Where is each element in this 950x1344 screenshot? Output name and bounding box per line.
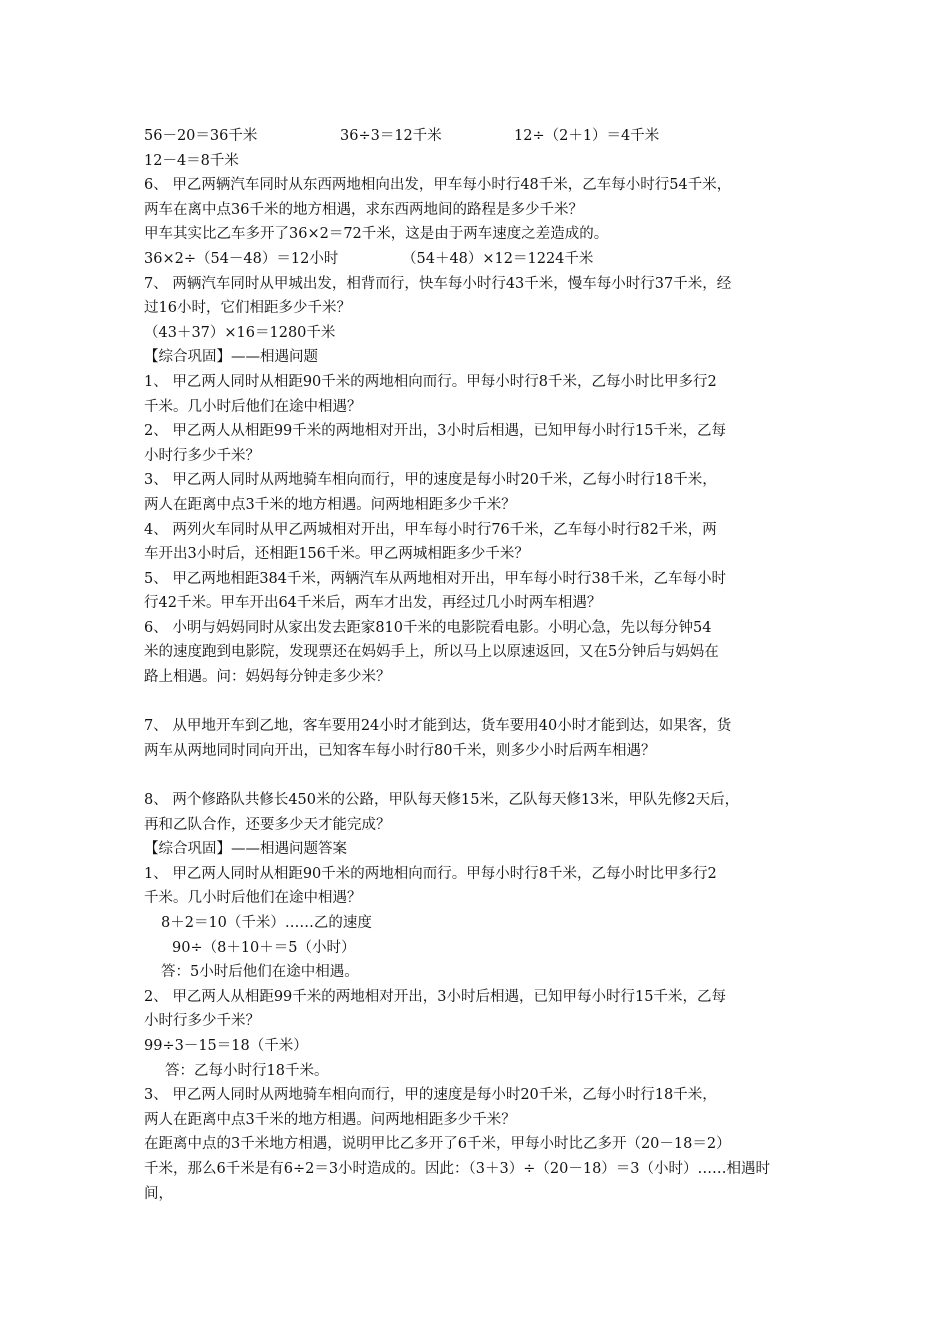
answer-1-question-line-1: 1、 甲乙两人同时从相距90千米的两地相向而行。甲每小时行8千米，乙每小时比甲多行2 xyxy=(144,865,717,882)
blank-line xyxy=(144,690,824,715)
problem-2-line-1: 2、 甲乙两人从相距99千米的两地相对开出，3小时后相遇，已知甲每小时行15千米，乙每 xyxy=(144,423,726,440)
answer-3-question-line-1: 3、 甲乙两人同时从两地骑车相向而行，甲的速度是每小时20千米，乙每小时行18千米， xyxy=(144,1087,717,1104)
problem-8-line-1: 8、 两个修路队共修长450米的公路，甲队每天修15米，乙队每天修13米，甲队先修2天后， xyxy=(144,792,740,809)
q6-answer-2: 36×2÷（54－48）＝12小时 xyxy=(144,250,339,267)
q6-answer-1: 甲车其实比乙车多开了36×2＝72千米，这是由于两车速度之差造成的。 xyxy=(144,226,609,243)
answer-3-question-line-2: 两人在距离中点3千米的地方相遇。问两地相距多少千米？ xyxy=(144,1111,516,1128)
answer-1-question-line-2: 千米。几小时后他们在途中相遇？ xyxy=(144,890,362,907)
problem-3-line-2: 两人在距离中点3千米的地方相遇。问两地相距多少千米？ xyxy=(144,496,516,513)
problem-5-line-2: 行42千米。甲车开出64千米后，两车才出发，再经过几小时两车相遇？ xyxy=(144,595,602,612)
problem-1-line-1: 1、 甲乙两人同时从相距90千米的两地相向而行。甲每小时行8千米，乙每小时比甲多行2 xyxy=(144,373,717,390)
q7-line-2: 过16小时，它们相距多少千米？ xyxy=(144,300,351,317)
calc-2: 36÷3＝12千米 xyxy=(340,128,442,144)
calc-1: 56－20＝36千米 xyxy=(144,128,258,144)
problem-7-line-2: 两车从两地同时同向开出，已知客车每小时行80千米，则多少小时后两车相遇？ xyxy=(144,742,656,759)
q7-line-1: 7、 两辆汽车同时从甲城出发，相背而行，快车每小时行43千米，慢车每小时行37千米，经 xyxy=(144,275,732,292)
answer-3-explanation-2: 千米，那么6千米是有6÷2＝3小时造成的。因此：（3＋3）÷（20－18）＝3（小时）……相遇时 xyxy=(144,1160,771,1177)
problem-4-line-2: 车开出3小时后，还相距156千米。甲乙两城相距多少千米？ xyxy=(144,546,529,563)
problem-6-line-3: 路上相遇。问：妈妈每分钟走多少米？ xyxy=(144,669,391,686)
q6-line-1: 6、 甲乙两辆汽车同时从东西两地相向出发，甲车每小时行48千米，乙车每小时行54千米， xyxy=(144,177,732,194)
problem-8-line-2: 再和乙队合作，还要多少天才能完成？ xyxy=(144,816,391,833)
problem-7-line-1: 7、 从甲地开车到乙地，客车要用24小时才能到达，货车要用40小时才能到达，如果客，货 xyxy=(144,718,732,735)
answer-2-question-line-2: 小时行多少千米？ xyxy=(144,1013,260,1030)
calc-3: 12÷（2＋1）＝4千米 xyxy=(514,128,660,144)
answer-2-step-1: 99÷3－15＝18（千米） xyxy=(144,1037,308,1054)
problem-4-line-1: 4、 两列火车同时从甲乙两城相对开出，甲车每小时行76千米，乙车每小时行82千米，两 xyxy=(144,521,717,538)
answer-2-conclusion: 答：乙每小时行18千米。 xyxy=(165,1062,329,1079)
problem-6-line-1: 6、 小明与妈妈同时从家出发去距家810千米的电影院看电影。小明心急，先以每分钟54 xyxy=(144,619,712,636)
q7-answer: （43＋37）×16＝1280千米 xyxy=(144,324,336,341)
answer-1-step-1: 8＋2＝10（千米）……乙的速度 xyxy=(161,915,372,931)
answer-3-explanation-3: 间， xyxy=(144,1185,173,1202)
answers-heading: 【综合巩固】——相遇问题答案 xyxy=(144,841,347,858)
answer-2-question-line-1: 2、 甲乙两人从相距99千米的两地相对开出，3小时后相遇，已知甲每小时行15千米，乙每 xyxy=(144,988,726,1005)
blank-line xyxy=(144,763,824,788)
answer-1-conclusion: 答：5小时后他们在途中相遇。 xyxy=(161,964,359,981)
problem-2-line-2: 小时行多少千米？ xyxy=(144,447,260,464)
answer-1-step-2: 90÷（8＋10＋＝5（小时） xyxy=(172,939,356,956)
problem-1-line-2: 千米。几小时后他们在途中相遇？ xyxy=(144,398,362,415)
answer-3-explanation-1: 在距离中点的3千米地方相遇，说明甲比乙多开了6千米，甲每小时比乙多开（20－18＝2） xyxy=(144,1136,731,1153)
q6-answer-3: （54＋48）×12＝1224千米 xyxy=(402,250,594,267)
calc-4: 12－4＝8千米 xyxy=(144,152,239,169)
problem-6-line-2: 米的速度跑到电影院，发现票还在妈妈手上，所以马上以原速返回，又在5分钟后与妈妈在 xyxy=(144,644,719,661)
q6-line-2: 两车在离中点36千米的地方相遇，求东西两地间的路程是多少千米？ xyxy=(144,201,583,218)
q6-answer-row xyxy=(144,247,824,272)
problem-5-line-1: 5、 甲乙两地相距384千米，两辆汽车从两地相对开出，甲车每小时行38千米，乙车每小时 xyxy=(144,570,726,587)
calc-row xyxy=(144,124,824,149)
problem-3-line-1: 3、 甲乙两人同时从两地骑车相向而行，甲的速度是每小时20千米，乙每小时行18千米， xyxy=(144,472,717,489)
document-body xyxy=(144,124,824,1206)
section-heading: 【综合巩固】——相遇问题 xyxy=(144,349,318,366)
